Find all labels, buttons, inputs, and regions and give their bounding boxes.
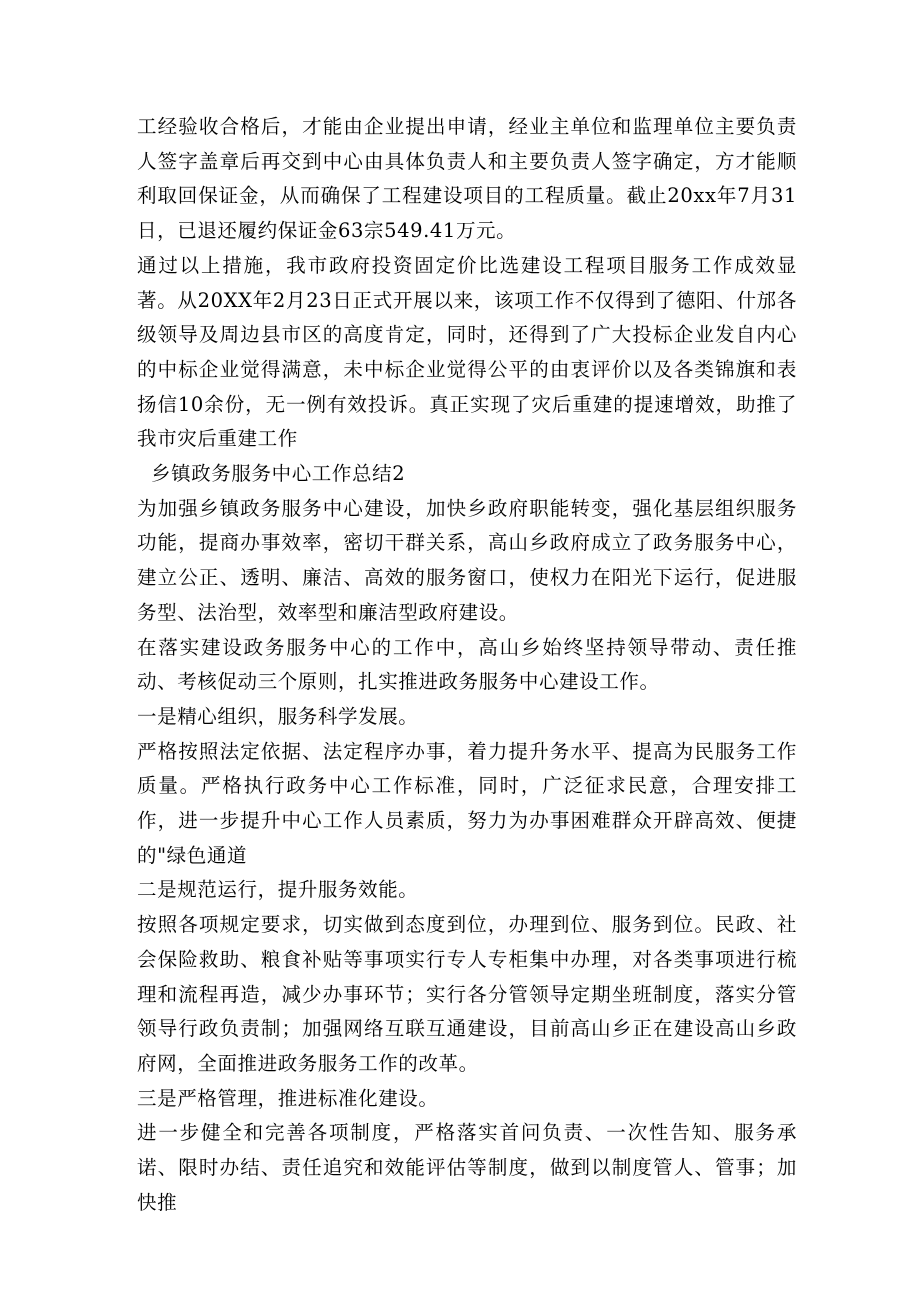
paragraph-results-summary: 通过以上措施，我市政府投资固定价比选建设工程项目服务工作成效显著。从20XX年2月23日正式开展以来，该项工作不仅得到了德阳、什邡各级领导及周边县市区的高度肯定，同时，还得到了广大投标企业发自内心的中标企业觉得满意，未中标企业觉得公平的由衷评价以及各类锦旗和表扬信10余份，无一例有效投诉。真正实现了灾后重建的提速增效，助推了我市灾后重建工作 — [137, 253, 797, 451]
paragraph-principles: 在落实建设政务服务中心的工作中，高山乡始终坚持领导带动、责任推动、考核促动三个原则，扎实推进政务服务中心建设工作。 — [137, 635, 797, 694]
paragraph-intro: 为加强乡镇政务服务中心建设，加快乡政府职能转变，强化基层组织服务功能，提商办事效率，密切干群关系，高山乡政府成立了政务服务中心，建立公正、透明、廉洁、高效的服务窗口，使权力在阳光下运行，促进服务型、法治型，效率型和廉洁型政府建设。 — [137, 496, 797, 624]
subheading-two: 二是规范运行，提升服务效能。 — [137, 878, 419, 902]
document-body — [137, 110, 797, 1221]
subheading-three: 三是严格管理，推进标准化建设。 — [137, 1086, 439, 1110]
paragraph-guarantee-refund: 工经验收合格后，才能由企业提出申请，经业主单位和监理单位主要负责人签字盖章后再交到中心由具体负责人和主要负责人签字确定，方才能顺利取回保证金，从而确保了工程建设项目的工程质量。截止20xx年7月31日，已退还履约保证金63宗549.41万元。 — [137, 115, 797, 243]
paragraph-three-detail: 进一步健全和完善各项制度，严格落实首问负责、一次性告知、服务承诺、限时办结、责任追究和效能评估等制度，做到以制度管人、管事；加快推 — [137, 1121, 797, 1214]
subheading-one: 一是精心组织，服务科学发展。 — [137, 704, 419, 728]
paragraph-one-detail: 严格按照法定依据、法定程序办事，着力提升务水平、提高为民服务工作质量。严格执行政务中心工作标准，同时，广泛征求民意，合理安排工作，进一步提升中心工作人员素质，努力为办事困难群众开辟高效、便捷的"绿色通道 — [137, 739, 797, 867]
paragraph-two-detail: 按照各项规定要求，切实做到态度到位，办理到位、服务到位。民政、社会保险救助、粮食补贴等事项实行专人专柜集中办理，对各类事项进行梳理和流程再造，减少办事环节；实行各分管领导定期坐班制度，落实分管领导行政负责制；加强网络互联互通建设，目前高山乡正在建设高山乡政府网，全面推进政务服务工作的改革。 — [137, 913, 797, 1075]
section-title: 乡镇政务服务中心工作总结2 — [151, 462, 406, 486]
